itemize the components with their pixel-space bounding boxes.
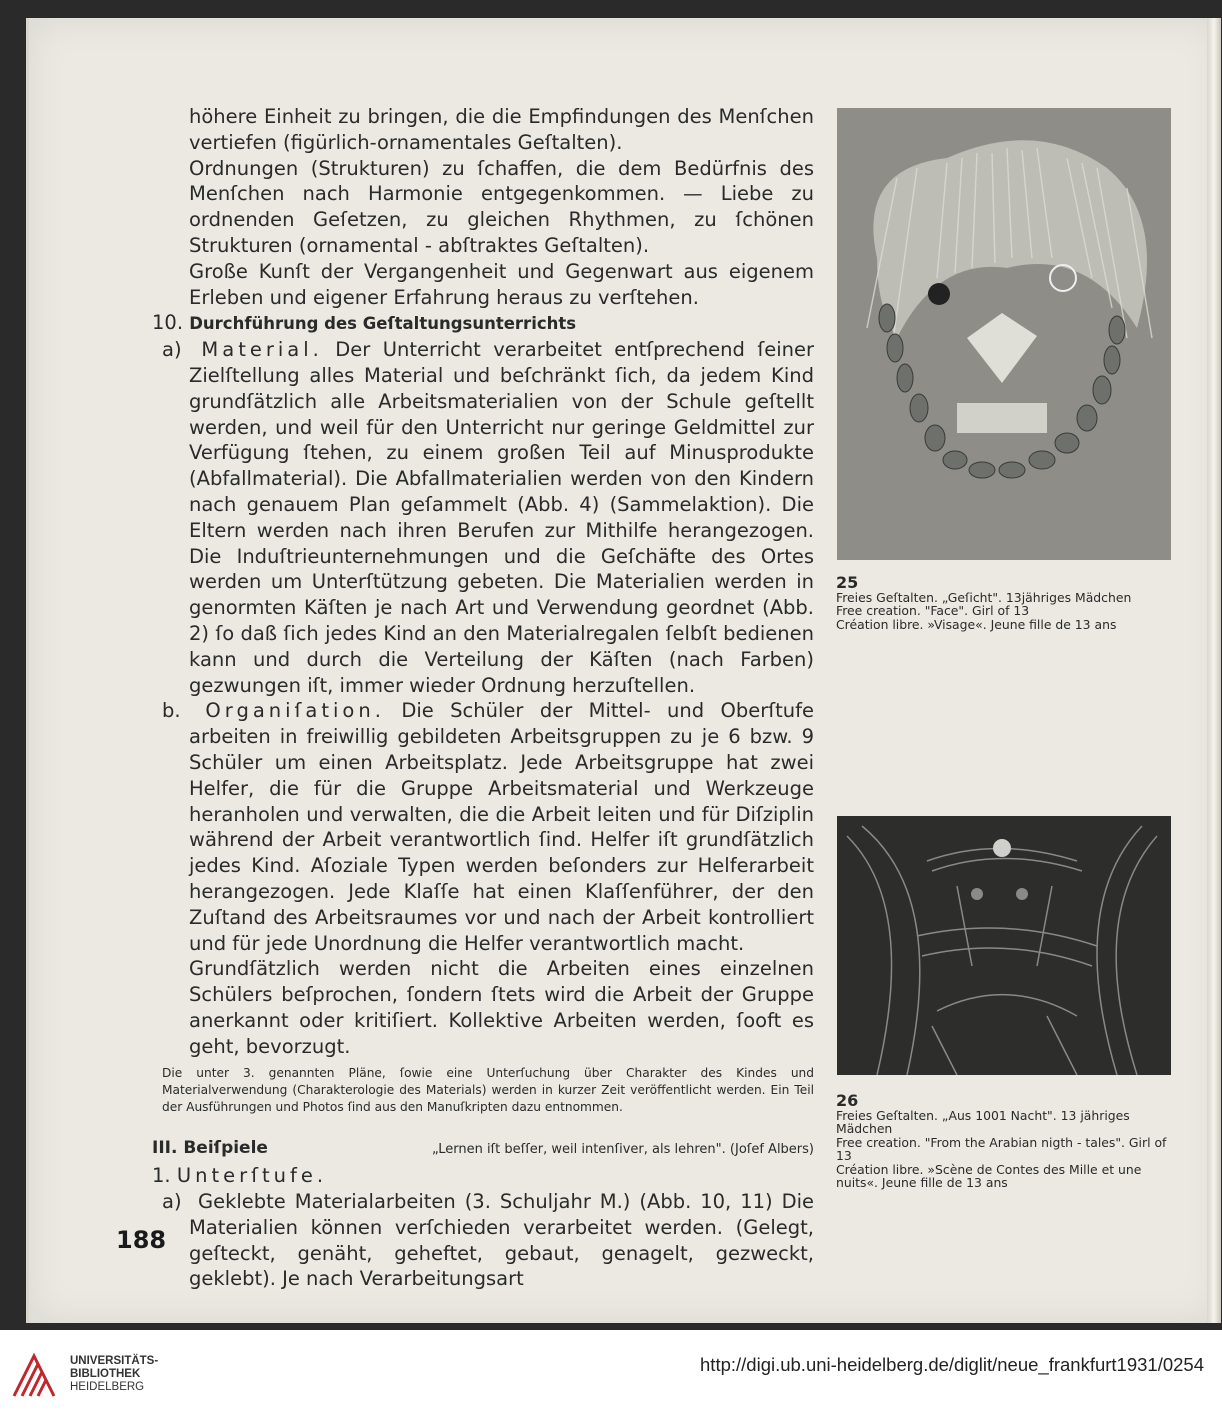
section-number: 10. [152, 311, 184, 335]
book-page [26, 18, 1221, 1323]
paragraph: Ordnungen (Strukturen) zu ſchaffen, die dem Bedürfnis des Menſchen nach Harmonie entgegenkommen. — Liebe zu ordnenden Geſetzen, zu gleichen Rhythmen, zu ſchönen Strukturen (ornamental - abſtraktes Geſtalten). [189, 156, 814, 257]
library-logo-icon [8, 1350, 60, 1402]
library-name-line: HEIDELBERG [70, 1381, 145, 1393]
paragraph: Große Kunſt der Vergangenheit und Gegenwart aus eigenem Erleben und eigener Erfahrung heraus zu verſtehen. [189, 259, 814, 309]
item-heading: Material. [201, 338, 323, 362]
figure-26-image [837, 816, 1171, 1075]
list-label: b. [162, 699, 181, 723]
subsection-heading [152, 1163, 814, 1189]
list-label: a) [162, 1190, 182, 1214]
item-text: Die Schüler der Mittel- und Oberſtufe arbeiten in freiwillig gebildeten Arbeitsgruppen zu je 6 bzw. 9 Schüler um einen Arbeitsplatz. Jede Arbeitsgruppe hat zwei Helfer, die für die Gruppe Arbeitsmaterial und Werkzeuge heranholen und verwalten, die die Arbeit leiten und für Diſziplin während der Arbeit verantwortlich ſind. Helfer iſt grundſätzlich jedes Kind. Aſoziale Typen werden beſonders zur Helferarbeit herangezogen. Jede Klaſſe hat einen Klaſſenführer, der den Zuſtand des Arbeitsraumes vor und nach der Arbeit kontrolliert und für jede Unordnung die Helfer verantwortlich macht. [189, 699, 815, 955]
list-item-a [162, 337, 814, 698]
section-heading-10 [152, 310, 814, 337]
footnote: Die unter 3. genannten Pläne, ſowie eine Unterſuchung über Charakter des Kindes und Materialverwendung (Charakterologie des Materials) werden in kurzer Zeit veröffentlicht werden. Ein Teil der Ausführungen und Photos ſind aus den Manuſkripten dazu entnommen. [162, 1066, 814, 1115]
page-edge [1207, 18, 1221, 1323]
arabian-nights-drawing [837, 816, 1171, 1075]
figure-number: 25 [836, 573, 859, 592]
epigraph-quote: „Lernen iſt beſſer, weil intenſiver, als lehren". (Joſef Albers) [431, 1142, 814, 1158]
list-label: a) [162, 338, 182, 362]
subsection-number: 1. [152, 1164, 171, 1188]
section-title: Durchführung des Geſtaltungsunterrichts [189, 314, 577, 334]
figure-26-caption [836, 1091, 1181, 1190]
figure-25-image [837, 108, 1171, 560]
caption-fr: Création libre. »Visage«. Jeune fille de 13 ans [836, 616, 1117, 632]
library-name-line: UNIVERSITÄTS- [70, 1355, 159, 1367]
caption-fr: Création libre. »Scène de Contes des Mille et une nuits«. Jeune fille de 13 ans [836, 1161, 1142, 1190]
figure-25-caption [836, 573, 1181, 632]
face-collage-photo [837, 108, 1171, 560]
caption-de: Freies Geſtalten. „Geſicht". 13jähriges Mädchen [836, 589, 1132, 605]
subsection-title: Unterſtufe. [176, 1164, 328, 1188]
library-name-line: BIBLIOTHEK [70, 1368, 141, 1380]
paragraph: höhere Einheit zu bringen, die die Empfindungen des Menſchen vertiefen (figürlich-ornamentales Geſtalten). [189, 105, 814, 154]
source-url[interactable]: http://digi.ub.uni-heidelberg.de/diglit/neue_frankfurt1931/0254 [700, 1354, 1204, 1375]
list-item-a [162, 1189, 814, 1292]
footer-bar [0, 1330, 1222, 1427]
paragraph: Grundſätzlich werden nicht die Arbeiten eines einzelnen Schülers beſprochen, ſondern ſtets wird die Arbeit der Gruppe anerkannt oder kritiſiert. Kollektive Arbeiten werden, ſooft es geht, bevorzugt. [189, 957, 814, 1058]
item-text: Geklebte Materialarbeiten (3. Schuljahr M.) (Abb. 10, 11) Die Materialien können verſchieden verarbeitet werden. (Gelegt, geſteckt, genäht, geheftet, gebaut, genagelt, gezweckt, geklebt). Je nach Verarbeitungsart [189, 1190, 814, 1291]
item-heading: Organiſation. [205, 699, 385, 723]
list-item-b [162, 698, 814, 956]
item-text: Der Unterricht verarbeitet entſprechend ſeiner Zielſtellung alles Material und beſchränkt ſich, da jedem Kind grundſätzlich alle Arbeitsmaterialien von der Schule geſtellt werden, und weil für den Unterricht nur geringe Geldmittel zur Verfügung ſtehen, zu einem großen Teil auf Minusprodukte (Abfallmaterial). Die Abfallmaterialien werden von den Kindern nach genauem Plan geſammelt (Abb. 4) (Sammelaktion). Die Eltern werden nach ihren Berufen zur Mithilfe herangezogen. Die Induſtrieunternehmungen und die Geſchäfte des Ortes werden um Unterſtützung gebeten. Die Materialien werden in genormten Käſten je nach Art und Verwendung geordnet (Abb. 2) ſo daß ſich jedes Kind an den Materialregalen ſelbſt bedienen kann und durch die Verteilung der Käſten (nach Farben) gezwungen iſt, immer wieder Ordnung herzuſtellen. [189, 338, 814, 697]
caption-en: Free creation. "Face". Girl of 13 [836, 603, 1030, 618]
library-name [70, 1355, 158, 1394]
main-text-column [152, 104, 815, 1292]
caption-de: Freies Geſtalten. „Aus 1001 Nacht". 13 jähriges Mädchen [836, 1107, 1130, 1136]
section-heading-3 [152, 1136, 814, 1163]
caption-en: Free creation. "From the Arabian nigth - tales". Girl of 13 [836, 1134, 1167, 1163]
section-title: III. Beiſpiele [152, 1138, 268, 1159]
page-number: 188 [116, 1226, 167, 1254]
figure-number: 26 [836, 1091, 859, 1110]
